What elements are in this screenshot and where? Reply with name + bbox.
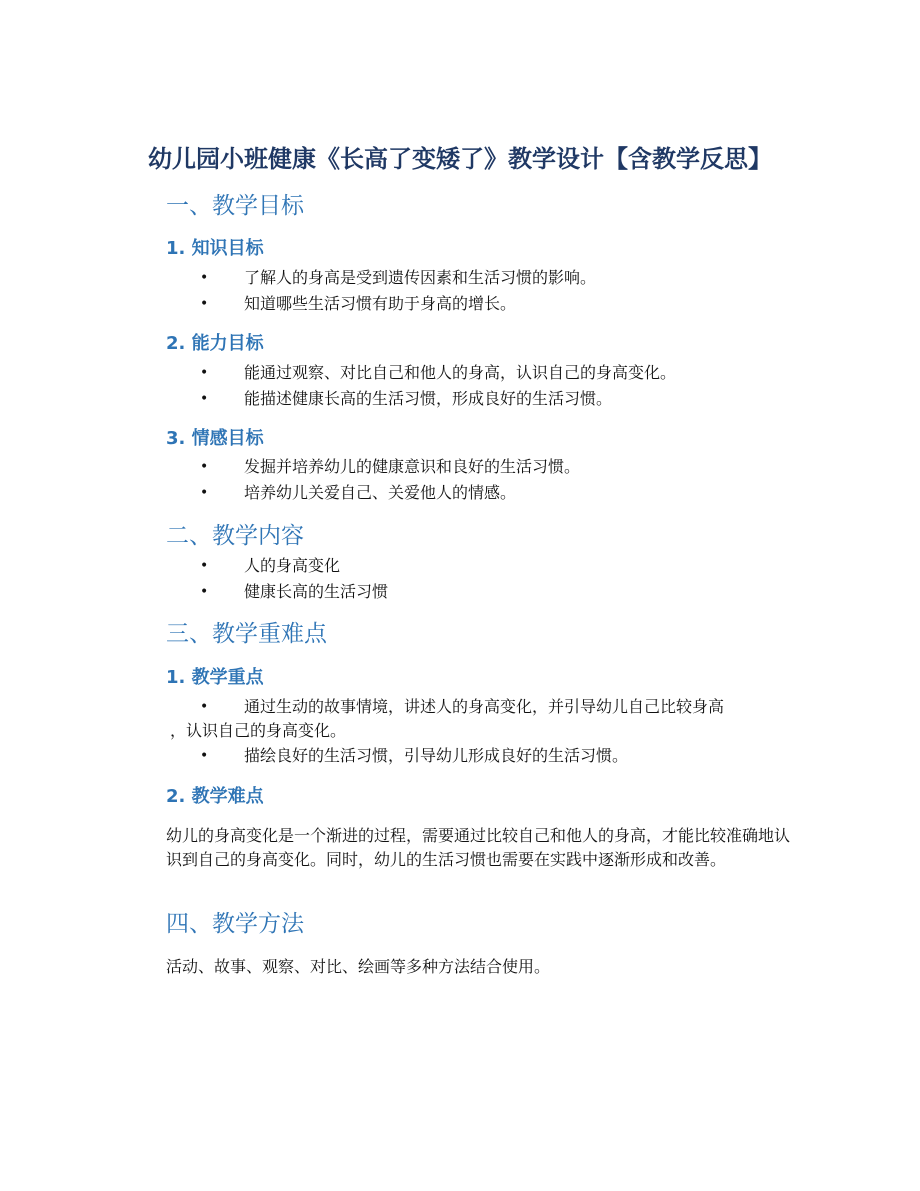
bullet-icon: • (200, 296, 209, 312)
list-item-text: 培养幼儿关爱自己、关爱他人的情感。 (244, 483, 517, 502)
bullet-icon: • (200, 748, 209, 764)
list-item-text: 能通过观察、对比自己和他人的身高，认识自己的身高变化。 (244, 363, 677, 382)
section-heading-teaching-methods: 四、教学方法 (166, 911, 304, 937)
section-heading-teaching-goals: 一、教学目标 (166, 193, 304, 219)
subheading-emotional-goals: 3. 情感目标 (166, 428, 264, 449)
list-item-text: 描绘良好的生活习惯，引导幼儿形成良好的生活习惯。 (244, 746, 629, 765)
list-item (200, 744, 790, 768)
difficult-points-paragraph (166, 824, 792, 872)
bullet-icon: • (200, 584, 209, 600)
bullet-icon: • (200, 459, 209, 475)
list-item (200, 387, 790, 411)
list-item-text-continuation: ，认识自己的身高变化。 (170, 721, 347, 740)
list-item-text: 能描述健康长高的生活习惯，形成良好的生活习惯。 (244, 389, 613, 408)
bullet-icon: • (200, 365, 209, 381)
section-heading-key-difficult-points: 三、教学重难点 (166, 621, 327, 647)
bullet-icon: • (200, 485, 209, 501)
list-item (200, 292, 790, 316)
list-item (200, 455, 790, 479)
list-item-text: 知道哪些生活习惯有助于身高的增长。 (244, 294, 517, 313)
paragraph-text: 幼儿的身高变化是一个渐进的过程，需要通过比较自己和他人的身高，才能比较准确地认识到自己的身高变化。同时，幼儿的生活习惯也需要在实践中逐渐形成和改善。 (166, 826, 791, 869)
subheading-knowledge-goals: 1. 知识目标 (166, 238, 264, 259)
subheading-difficult-points: 2. 教学难点 (166, 786, 264, 807)
section-heading-teaching-content: 二、教学内容 (166, 523, 304, 549)
bullet-icon: • (200, 391, 209, 407)
paragraph-text: 活动、故事、观察、对比、绘画等多种方法结合使用。 (166, 957, 551, 976)
list-item-text: 人的身高变化 (244, 556, 341, 575)
teaching-methods-paragraph (166, 955, 792, 979)
bullet-icon: • (200, 270, 209, 286)
list-item-text: 通过生动的故事情境，讲述人的身高变化，并引导幼儿自己比较身高 (244, 697, 725, 716)
subheading-key-points: 1. 教学重点 (166, 667, 264, 688)
document-title: 幼儿园小班健康《长高了变矮了》教学设计【含教学反思】 (148, 145, 772, 173)
list-item (170, 695, 790, 743)
list-item (200, 554, 790, 578)
list-item (200, 481, 790, 505)
list-item (200, 266, 790, 290)
list-item-text: 了解人的身高是受到遗传因素和生活习惯的影响。 (244, 268, 597, 287)
bullet-icon: • (200, 699, 209, 715)
bullet-icon: • (200, 558, 209, 574)
list-item (200, 361, 790, 385)
list-item (200, 580, 790, 604)
list-item-text: 发掘并培养幼儿的健康意识和良好的生活习惯。 (244, 457, 581, 476)
subheading-ability-goals: 2. 能力目标 (166, 333, 264, 354)
list-item-text: 健康长高的生活习惯 (244, 582, 389, 601)
